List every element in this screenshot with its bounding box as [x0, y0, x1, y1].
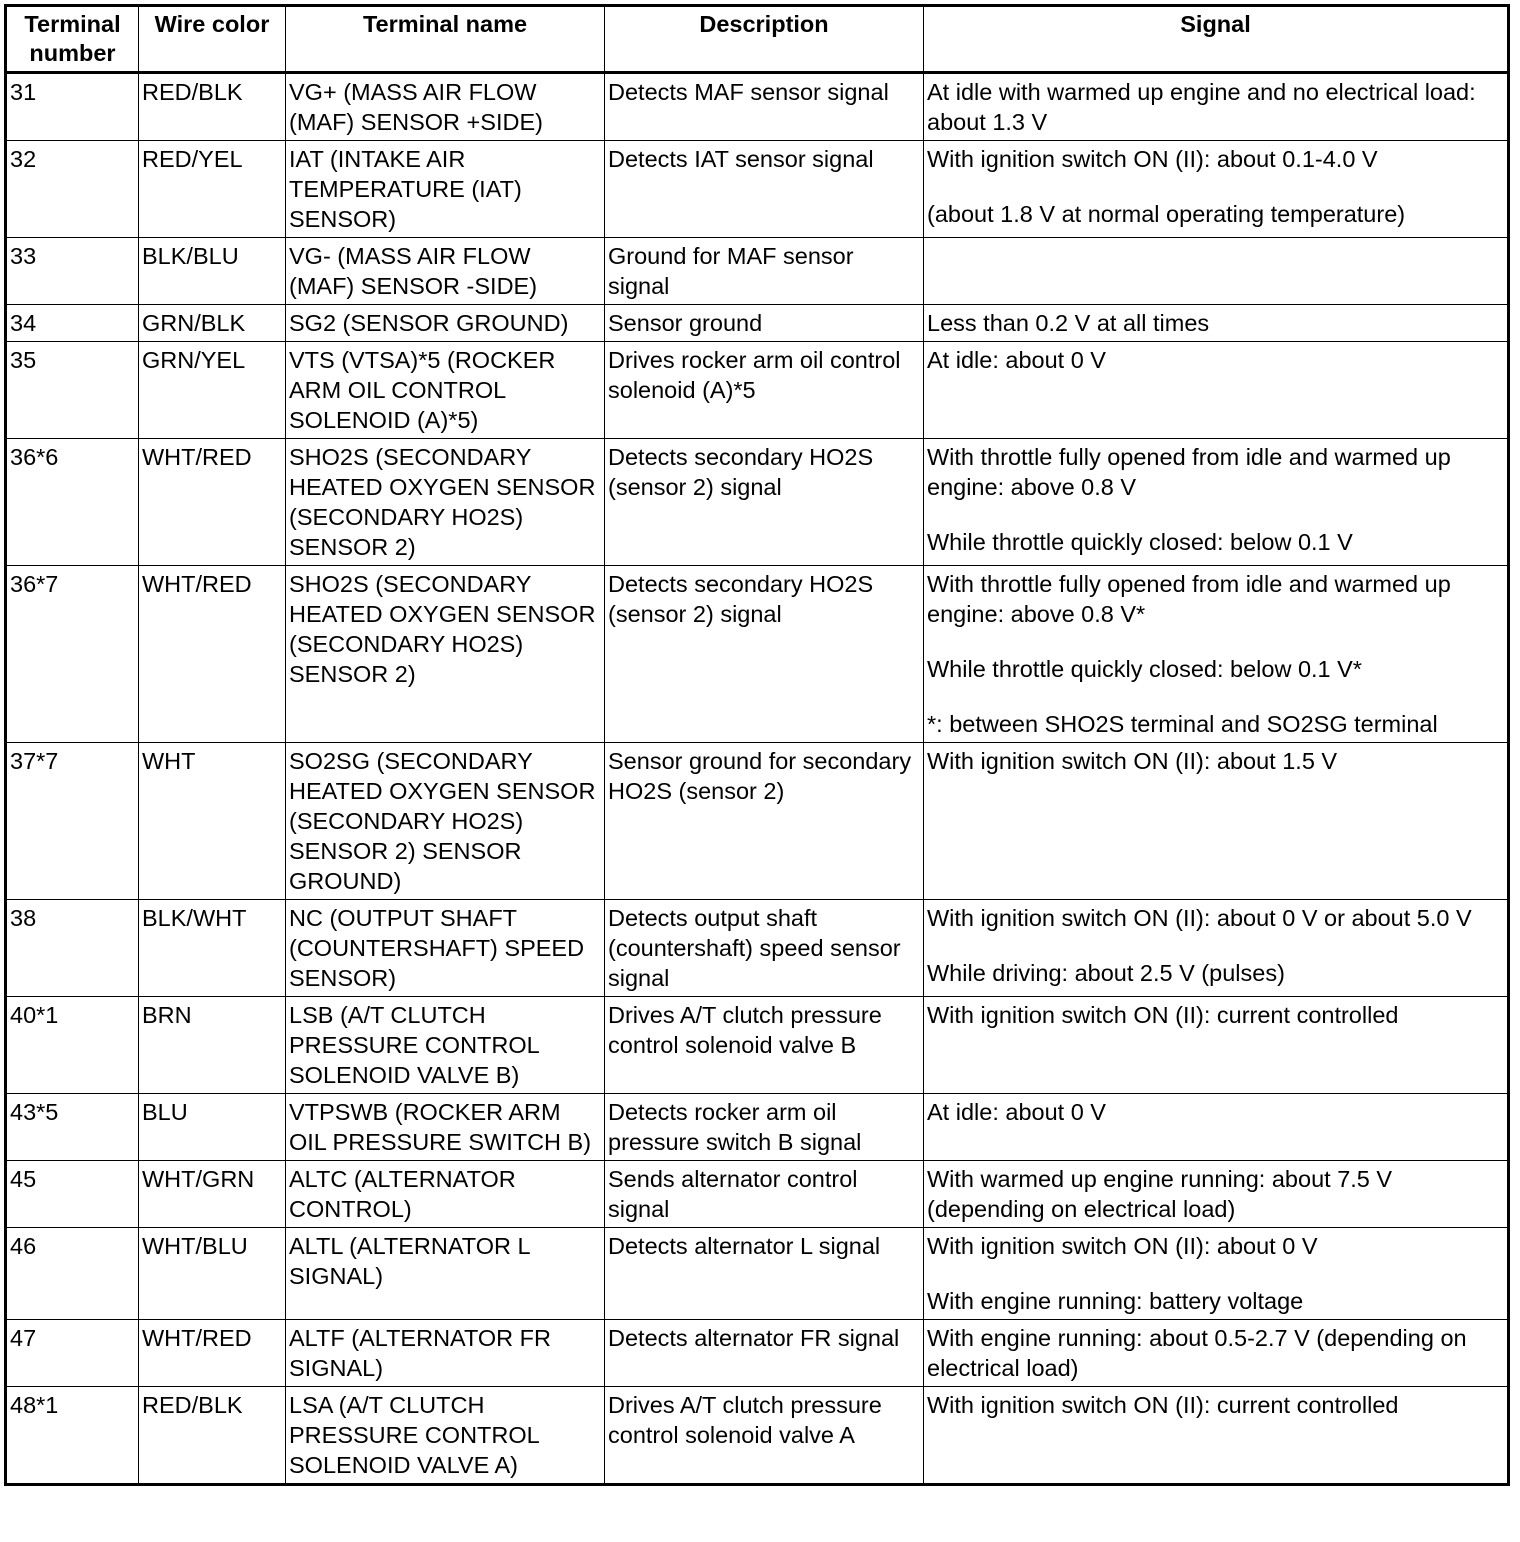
- table-row: [6, 1387, 1509, 1485]
- cell-description: Sensor ground for secondary HO2S (sensor 2): [605, 743, 924, 900]
- cell-wire-color: WHT/GRN: [139, 1161, 286, 1228]
- cell-terminal-number: 48*1: [6, 1387, 139, 1485]
- signal-line: While throttle quickly closed: below 0.1 V*: [927, 656, 1362, 682]
- table-row: [6, 439, 1509, 566]
- header-signal: Signal: [924, 6, 1509, 73]
- header-terminal-number: Terminal number: [6, 6, 139, 73]
- cell-description: Detects IAT sensor signal: [605, 141, 924, 238]
- table-row: [6, 342, 1509, 439]
- signal-line: (about 1.8 V at normal operating temperature): [927, 201, 1406, 227]
- cell-terminal-name: SHO2S (SECONDARY HEATED OXYGEN SENSOR (SECONDARY HO2S) SENSOR 2): [286, 439, 605, 566]
- cell-signal: [924, 439, 1509, 566]
- cell-wire-color: RED/YEL: [139, 141, 286, 238]
- cell-terminal-number: 37*7: [6, 743, 139, 900]
- cell-signal: [924, 1320, 1509, 1387]
- cell-wire-color: WHT/RED: [139, 439, 286, 566]
- cell-description: Detects output shaft (countershaft) speed sensor signal: [605, 900, 924, 997]
- header-description: Description: [605, 6, 924, 73]
- signal-line: With ignition switch ON (II): current controlled: [927, 1002, 1399, 1028]
- cell-wire-color: GRN/BLK: [139, 305, 286, 342]
- signal-line: At idle: about 0 V: [927, 347, 1106, 373]
- cell-terminal-number: 32: [6, 141, 139, 238]
- table-row: [6, 73, 1509, 141]
- cell-description: Ground for MAF sensor signal: [605, 238, 924, 305]
- cell-terminal-name: VG+ (MASS AIR FLOW (MAF) SENSOR +SIDE): [286, 73, 605, 141]
- cell-terminal-number: 36*7: [6, 566, 139, 743]
- cell-wire-color: BLK/WHT: [139, 900, 286, 997]
- cell-terminal-name: IAT (INTAKE AIR TEMPERATURE (IAT) SENSOR): [286, 141, 605, 238]
- cell-signal: [924, 141, 1509, 238]
- cell-signal: [924, 1387, 1509, 1485]
- terminal-table-wrapper: [4, 4, 1510, 1486]
- signal-line: With ignition switch ON (II): about 1.5 V: [927, 748, 1338, 774]
- cell-terminal-number: 31: [6, 73, 139, 141]
- signal-line: Less than 0.2 V at all times: [927, 310, 1210, 336]
- cell-terminal-name: ALTF (ALTERNATOR FR SIGNAL): [286, 1320, 605, 1387]
- cell-terminal-name: SO2SG (SECONDARY HEATED OXYGEN SENSOR (SECONDARY HO2S) SENSOR 2) SENSOR GROUND): [286, 743, 605, 900]
- cell-wire-color: WHT/BLU: [139, 1228, 286, 1320]
- signal-line: With ignition switch ON (II): about 0 V or about 5.0 V: [927, 905, 1472, 931]
- cell-wire-color: WHT/RED: [139, 566, 286, 743]
- cell-signal: [924, 997, 1509, 1094]
- cell-wire-color: BLU: [139, 1094, 286, 1161]
- signal-line: With throttle fully opened from idle and warmed up engine: above 0.8 V: [927, 444, 1451, 500]
- cell-description: Drives A/T clutch pressure control solenoid valve B: [605, 997, 924, 1094]
- cell-wire-color: RED/BLK: [139, 1387, 286, 1485]
- signal-line: With warmed up engine running: about 7.5 V (depending on electrical load): [927, 1166, 1393, 1222]
- cell-terminal-name: SHO2S (SECONDARY HEATED OXYGEN SENSOR (SECONDARY HO2S) SENSOR 2): [286, 566, 605, 743]
- signal-line: With ignition switch ON (II): about 0 V: [927, 1233, 1318, 1259]
- cell-wire-color: BLK/BLU: [139, 238, 286, 305]
- table-row: [6, 1228, 1509, 1320]
- signal-line: *: between SHO2S terminal and SO2SG terminal: [927, 711, 1438, 737]
- signal-line: With ignition switch ON (II): about 0.1-4.0 V: [927, 146, 1378, 172]
- cell-terminal-name: VG- (MASS AIR FLOW (MAF) SENSOR -SIDE): [286, 238, 605, 305]
- cell-signal: [924, 1094, 1509, 1161]
- cell-wire-color: WHT/RED: [139, 1320, 286, 1387]
- signal-line: With engine running: battery voltage: [927, 1288, 1304, 1314]
- cell-wire-color: GRN/YEL: [139, 342, 286, 439]
- table-row: [6, 238, 1509, 305]
- cell-signal: [924, 900, 1509, 997]
- table-row: [6, 305, 1509, 342]
- cell-terminal-number: 34: [6, 305, 139, 342]
- cell-terminal-number: 40*1: [6, 997, 139, 1094]
- cell-signal: [924, 342, 1509, 439]
- table-header: [6, 6, 1509, 73]
- cell-description: Drives rocker arm oil control solenoid (A)*5: [605, 342, 924, 439]
- cell-description: Detects alternator FR signal: [605, 1320, 924, 1387]
- cell-description: Detects alternator L signal: [605, 1228, 924, 1320]
- cell-description: Detects secondary HO2S (sensor 2) signal: [605, 566, 924, 743]
- cell-terminal-name: VTS (VTSA)*5 (ROCKER ARM OIL CONTROL SOLENOID (A)*5): [286, 342, 605, 439]
- cell-terminal-number: 43*5: [6, 1094, 139, 1161]
- cell-signal: [924, 305, 1509, 342]
- table-row: [6, 1094, 1509, 1161]
- cell-terminal-name: ALTC (ALTERNATOR CONTROL): [286, 1161, 605, 1228]
- signal-line: With throttle fully opened from idle and warmed up engine: above 0.8 V*: [927, 571, 1451, 627]
- cell-description: Detects rocker arm oil pressure switch B signal: [605, 1094, 924, 1161]
- cell-wire-color: BRN: [139, 997, 286, 1094]
- table-body: [6, 73, 1509, 1485]
- cell-terminal-number: 38: [6, 900, 139, 997]
- table-row: [6, 743, 1509, 900]
- cell-description: Drives A/T clutch pressure control solenoid valve A: [605, 1387, 924, 1485]
- table-row: [6, 1320, 1509, 1387]
- cell-signal: [924, 1228, 1509, 1320]
- cell-terminal-name: VTPSWB (ROCKER ARM OIL PRESSURE SWITCH B): [286, 1094, 605, 1161]
- table-row: [6, 997, 1509, 1094]
- cell-description: Sends alternator control signal: [605, 1161, 924, 1228]
- cell-terminal-name: ALTL (ALTERNATOR L SIGNAL): [286, 1228, 605, 1320]
- cell-wire-color: WHT: [139, 743, 286, 900]
- header-wire-color: Wire color: [139, 6, 286, 73]
- header-terminal-name: Terminal name: [286, 6, 605, 73]
- cell-description: Sensor ground: [605, 305, 924, 342]
- signal-line: At idle: about 0 V: [927, 1099, 1106, 1125]
- signal-line: At idle with warmed up engine and no electrical load: about 1.3 V: [927, 79, 1476, 135]
- cell-signal: [924, 1161, 1509, 1228]
- table-row: [6, 566, 1509, 743]
- table-row: [6, 900, 1509, 997]
- cell-terminal-number: 47: [6, 1320, 139, 1387]
- table-row: [6, 1161, 1509, 1228]
- terminal-table: [4, 4, 1510, 1486]
- signal-line: While driving: about 2.5 V (pulses): [927, 960, 1285, 986]
- signal-line: With ignition switch ON (II): current controlled: [927, 1392, 1399, 1418]
- cell-terminal-name: NC (OUTPUT SHAFT (COUNTERSHAFT) SPEED SENSOR): [286, 900, 605, 997]
- table-row: [6, 141, 1509, 238]
- cell-description: Detects MAF sensor signal: [605, 73, 924, 141]
- cell-terminal-number: 45: [6, 1161, 139, 1228]
- cell-signal: [924, 743, 1509, 900]
- cell-terminal-number: 35: [6, 342, 139, 439]
- cell-terminal-name: LSA (A/T CLUTCH PRESSURE CONTROL SOLENOID VALVE A): [286, 1387, 605, 1485]
- cell-terminal-number: 33: [6, 238, 139, 305]
- cell-terminal-number: 36*6: [6, 439, 139, 566]
- cell-signal: [924, 238, 1509, 305]
- cell-wire-color: RED/BLK: [139, 73, 286, 141]
- cell-terminal-name: LSB (A/T CLUTCH PRESSURE CONTROL SOLENOID VALVE B): [286, 997, 605, 1094]
- signal-line: While throttle quickly closed: below 0.1 V: [927, 529, 1353, 555]
- cell-terminal-name: SG2 (SENSOR GROUND): [286, 305, 605, 342]
- cell-description: Detects secondary HO2S (sensor 2) signal: [605, 439, 924, 566]
- signal-line: With engine running: about 0.5-2.7 V (depending on electrical load): [927, 1325, 1467, 1381]
- cell-signal: [924, 566, 1509, 743]
- cell-terminal-number: 46: [6, 1228, 139, 1320]
- header-row: [6, 6, 1509, 73]
- cell-signal: [924, 73, 1509, 141]
